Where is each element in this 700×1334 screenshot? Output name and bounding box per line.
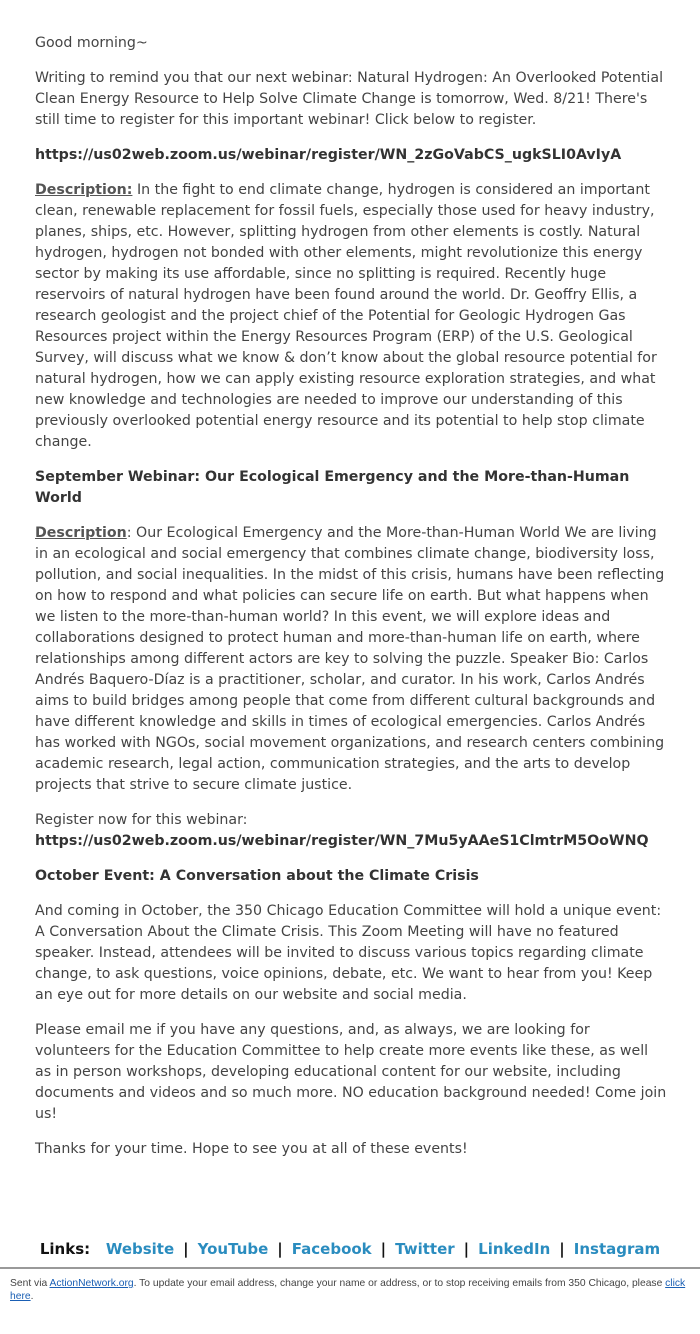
separator: | — [277, 1240, 283, 1258]
description1-label: Description: — [35, 182, 133, 198]
register-paragraph — [35, 810, 667, 852]
links-label: Links: — [39, 1240, 91, 1258]
instagram-link[interactable]: Instagram — [573, 1240, 661, 1258]
webinar2-register-link[interactable]: https://us02web.zoom.us/webinar/register/WN_7Mu5yAAeS1ClmtrM5OoWNQ — [35, 833, 649, 849]
footer-suffix: . — [30, 1291, 34, 1302]
footer-notice — [10, 1277, 698, 1303]
footer-prefix: Sent via — [10, 1278, 50, 1289]
website-link[interactable]: Website — [105, 1240, 175, 1258]
twitter-link[interactable]: Twitter — [395, 1240, 455, 1258]
october-paragraph: And coming in October, the 350 Chicago Education Committee will hold a unique event: A Conversation About the Climate Crisis. This Zoom Meeting will have no featured speaker. Instead, attendees will be invited to discuss various topics regarding climate change, to ask questions, voice opinions, debate, etc. We want to hear from you! Keep an eye out for more details on our website and social media. — [35, 903, 662, 1003]
youtube-link[interactable]: YouTube — [197, 1240, 269, 1258]
closing-line: Thanks for your time. Hope to see you at all of these events! — [35, 1141, 468, 1157]
social-links-bar — [0, 1240, 700, 1258]
footer-middle: . To update your email address, change your name or address, or to stop receiving emails from 350 Chicago, please — [133, 1278, 666, 1289]
footer-divider — [0, 1267, 700, 1269]
description1-text: In the fight to end climate change, hydrogen is considered an important clean, renewable replacement for fossil fuels, especially those used for heavy industry, planes, ships, etc. However, splitting hydrogen from other elements is costly. Natural hydrogen, hydrogen not bonded with other elements, might revolutionize this energy sector by making its use affordable, since no splitting is required. Recently huge reservoirs of natural hydrogen have been found around the world. Dr. Geoffry Ellis, a research geologist and the project chief of the Potential for Geologic Hydrogen Gas Resources project within the Energy Resources Program (ERP) of the U.S. Geological Survey, will discuss what we know & don’t know about the global resource potential for natural hydrogen, how we can apply existing resource exploration strategies, and what new knowledge and technologies are needed to improve our understanding of this previously overlooked potential energy resource and its potential to help stop climate change. — [35, 182, 657, 450]
greeting: Good morning~ — [35, 35, 148, 51]
september-heading: September Webinar: Our Ecological Emergency and the More-than-Human World — [35, 469, 630, 506]
register-text: Register now for this webinar: — [35, 812, 248, 828]
intro-paragraph: Writing to remind you that our next webinar: Natural Hydrogen: An Overlooked Potential Clean Energy Resource to Help Solve Climate Change is tomorrow, Wed. 8/21! There's still time to register for this important webinar! Click below to register. — [35, 70, 664, 128]
volunteer-paragraph: Please email me if you have any questions, and, as always, we are looking for volunteers for the Education Committee to help create more events like these, as well as in person workshops, developing educational content for our website, including documents and videos and so much more. NO education background needed! Come join us! — [35, 1022, 667, 1122]
webinar1-register-link[interactable]: https://us02web.zoom.us/webinar/register/WN_2zGoVabCS_ugkSLI0AvIyA — [35, 147, 622, 163]
separator: | — [183, 1240, 189, 1258]
separator: | — [559, 1240, 565, 1258]
october-heading: October Event: A Conversation about the Climate Crisis — [35, 868, 479, 884]
facebook-link[interactable]: Facebook — [291, 1240, 372, 1258]
linkedin-link[interactable]: LinkedIn — [478, 1240, 551, 1258]
action-network-link[interactable]: ActionNetwork.org — [49, 1278, 134, 1289]
email-body — [35, 33, 667, 1174]
description1-paragraph — [35, 180, 667, 453]
click-here-link[interactable]: click here — [10, 1278, 686, 1302]
description2-text: : Our Ecological Emergency and the More-than-Human World We are living in an ecological and social emergency that combines climate change, biodiversity loss, pollution, and social inequalities. In the midst of this crisis, humans have been reflecting on how to respond and what policies can secure life on earth. But what happens when we listen to the more-than-human world? In this event, we will explore ideas and collaborations designed to protect human and more-than-human life on earth, where relationships among different actors are key to solving the puzzle. Speaker Bio: Carlos Andrés Baquero-Díaz is a practitioner, scholar, and curator. In his work, Carlos Andrés aims to build bridges among people that come from different cultural backgrounds and have different knowledge and skills in times of ecological emergencies. Carlos Andrés has worked with NGOs, social movement organizations, and research centers combining academic research, legal action, communication strategies, and the arts to develop projects that strive to secure climate justice. — [35, 525, 665, 793]
separator: | — [463, 1240, 470, 1258]
separator: | — [380, 1240, 387, 1258]
description2-paragraph — [35, 523, 667, 796]
description2-label: Description — [35, 525, 127, 541]
